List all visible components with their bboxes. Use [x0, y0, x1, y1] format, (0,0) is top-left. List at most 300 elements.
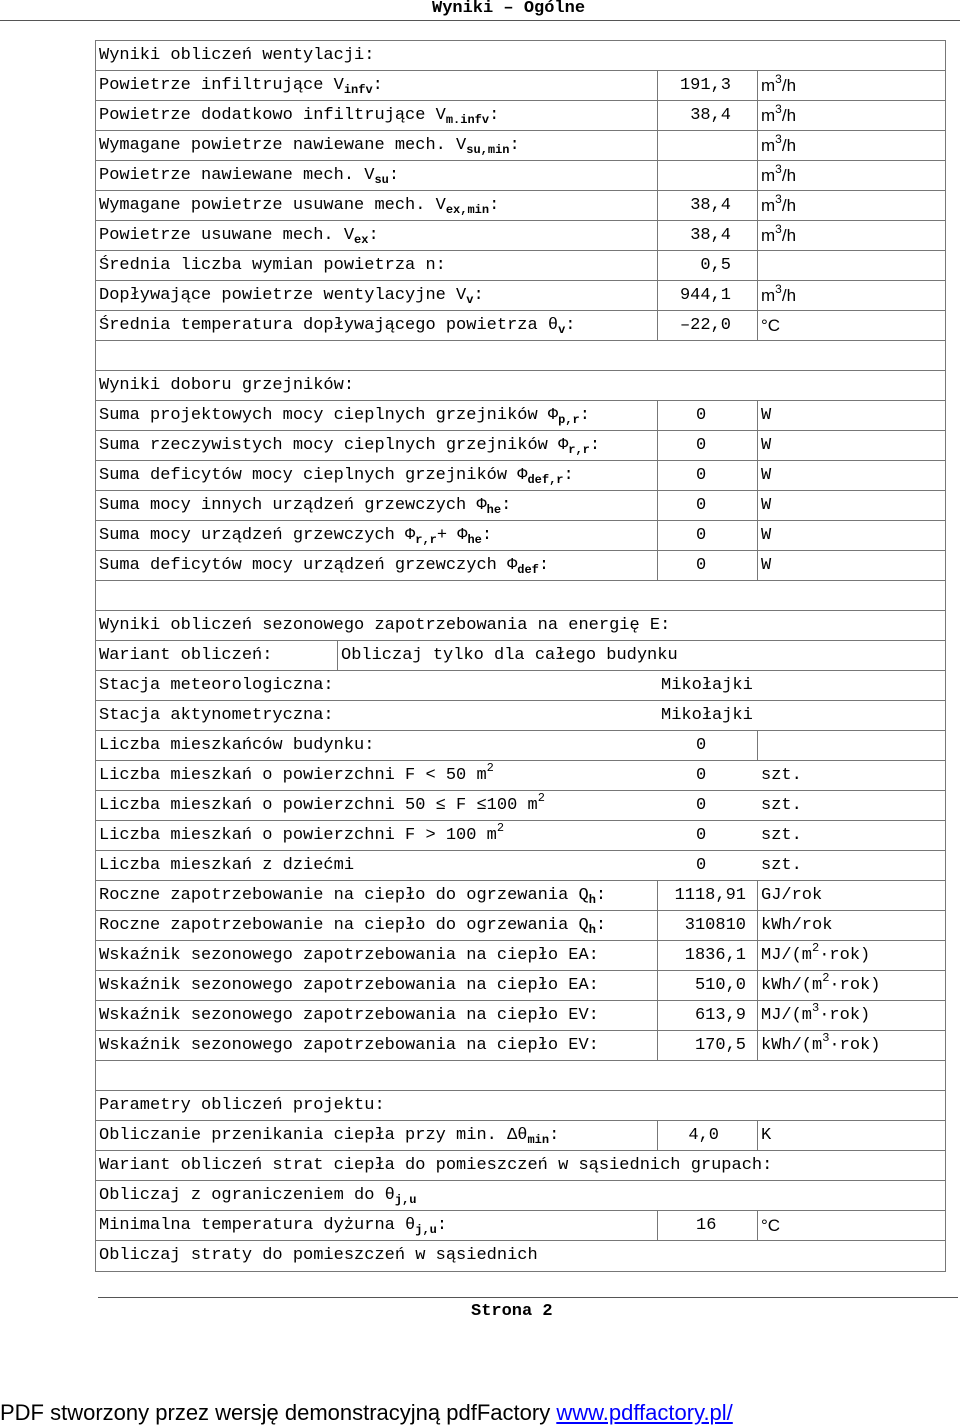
ventilation-value: [661, 71, 731, 101]
label-text: Wariant obliczeń:: [99, 646, 273, 665]
cell-divider: [657, 311, 658, 341]
unit-text: W: [761, 496, 772, 515]
value-text: 16: [696, 1216, 717, 1235]
value-text: 0: [696, 766, 707, 785]
apartments-over-100-label: [99, 821, 504, 851]
ea-index-kwh: [95, 970, 946, 1001]
unit-text: W: [761, 436, 772, 455]
ventilation-unit: [761, 281, 796, 311]
apartments-under-50: [95, 760, 946, 791]
cell-divider: [757, 251, 758, 281]
label-text: Suma rzeczywistych mocy cieplnych grzejników Φ: [99, 436, 569, 455]
unit-text: kWh/(m: [761, 1036, 823, 1055]
unit-text: szt.: [761, 856, 802, 875]
value-text: 613,9: [694, 1006, 746, 1025]
cell-divider: [757, 431, 758, 461]
label-suffix: :: [579, 406, 590, 425]
ventilation-row: [95, 70, 946, 101]
ventilation-value: [661, 161, 731, 191]
cell-divider: [757, 461, 758, 491]
ventilation-label: [99, 311, 575, 341]
ev-index-kwh: [95, 1030, 946, 1061]
spacer-row: [95, 580, 946, 611]
ventilation-row: [95, 100, 946, 131]
value-text: 38,4: [690, 196, 731, 215]
radiator-label: [99, 461, 574, 491]
unit-text: MJ/(m: [761, 1006, 813, 1025]
label-subscript: su,min: [466, 143, 510, 157]
unit-tail: /h: [781, 76, 797, 95]
unit-text: kWh/rok: [761, 916, 833, 935]
page-title: Wyniki – Ogólne: [432, 0, 586, 18]
cell-divider: [757, 311, 758, 341]
radiator-row: [95, 550, 946, 581]
results-table: [95, 40, 945, 1272]
unit-superscript: 3: [822, 1031, 830, 1045]
radiator-row: [95, 490, 946, 521]
page-header: [0, 0, 960, 21]
unit-text: m: [761, 76, 776, 95]
cell-divider: [757, 731, 758, 761]
section-title-parametry: [95, 1090, 946, 1121]
value-text: 0: [696, 496, 707, 515]
ea-index-mj-value: [661, 941, 746, 971]
cell-divider: [657, 131, 658, 161]
label-text: Wskaźnik sezonowego zapotrzebowania na ciepło EA:: [99, 976, 599, 995]
cell-divider: [657, 941, 658, 971]
ventilation-unit: [761, 311, 780, 341]
section-title-wentylacja: [95, 40, 946, 71]
unit-text: szt.: [761, 766, 802, 785]
ventilation-value: [661, 311, 731, 341]
value-text: 191,3: [679, 76, 731, 95]
label-subscript: he: [486, 503, 502, 517]
cell-divider: [757, 971, 758, 1001]
label-suffix: :: [563, 466, 574, 485]
cell-divider: [757, 101, 758, 131]
cell-divider: [657, 1211, 658, 1241]
unit-text: m: [761, 166, 776, 185]
cell-divider: [657, 491, 658, 521]
radiator-row: [95, 460, 946, 491]
cell-divider: [657, 551, 658, 581]
label-subscript: p,r: [558, 413, 580, 427]
cell-divider: [757, 1211, 758, 1241]
cell-divider: [657, 431, 658, 461]
radiator-value: [696, 551, 706, 581]
meteo-station-label: [99, 671, 334, 701]
apartments-over-100: [95, 820, 946, 851]
label-text: Liczba mieszkań o powierzchni F > 100 m: [99, 826, 497, 845]
ev-index-kwh-value: [661, 1031, 746, 1061]
cell-divider: [757, 131, 758, 161]
annual-demand-gj-label: Roczne zapotrzebowanie na ciepło do ogrzewania $Q_h$:: [99, 886, 607, 907]
label-subscript: def,r: [527, 473, 564, 487]
label-suffix: :: [509, 136, 520, 155]
ventilation-row: [95, 280, 946, 311]
radiator-label: [99, 551, 549, 581]
cell-divider: [657, 251, 658, 281]
annual-demand-gj: [95, 880, 946, 911]
value-text: 1118,91: [674, 886, 746, 905]
ventilation-label: [99, 101, 499, 131]
pdf-watermark-text: PDF stworzony przez wersję demonstracyjną pdfFactory: [0, 1400, 557, 1425]
unit-text: W: [761, 466, 772, 485]
unit-text: W: [761, 556, 772, 575]
label-subscript: j,u: [415, 1223, 437, 1237]
label-subscript: ex,min: [445, 203, 490, 217]
label-subscript: ex: [354, 233, 369, 247]
value-text: 0,5: [700, 256, 731, 275]
value-text: 0: [696, 436, 707, 455]
value-text: 0: [696, 406, 707, 425]
ventilation-value: [661, 251, 731, 281]
cell-divider: [757, 491, 758, 521]
actinometric-station-label: [99, 701, 334, 731]
value-text: Mikołajki: [661, 706, 753, 725]
pdf-watermark: [0, 1400, 733, 1426]
label-subscript: def: [517, 563, 539, 577]
section-title-energia: [95, 610, 946, 641]
radiator-unit: [761, 401, 771, 431]
unit-tail: ·rok): [829, 976, 881, 995]
cell-divider: [657, 71, 658, 101]
unit-text: W: [761, 526, 772, 545]
label-suffix: :: [368, 226, 379, 245]
ventilation-unit: [761, 101, 796, 131]
pdf-factory-link[interactable]: www.pdffactory.pl/: [556, 1400, 733, 1425]
label-suffix: :: [388, 166, 400, 185]
min-transmission-label: Obliczanie przenikania ciepła przy min. $\Delta\theta_{min}$:: [99, 1126, 560, 1147]
cell-divider: [657, 911, 658, 941]
min-duty-temp-unit: [761, 1211, 780, 1241]
min-transmission-value: [661, 1121, 719, 1151]
label-text: Stacja aktynometryczna:: [99, 706, 334, 725]
radiator-row: [95, 520, 946, 551]
unit-text: MJ/(m: [761, 946, 813, 965]
cell-divider: [657, 971, 658, 1001]
cell-divider: [757, 281, 758, 311]
ea-index-mj-label: [99, 941, 599, 971]
label-suffix: :: [481, 526, 493, 545]
label-subscript: v: [558, 323, 566, 337]
label-subscript: infv: [343, 83, 373, 97]
label-subscript: v: [466, 293, 474, 307]
annual-demand-gj-value: [661, 881, 746, 911]
adjacent-losses-label: [99, 1241, 538, 1271]
apartments-50-100-unit: [761, 791, 802, 821]
label-text: Wymagane powietrze nawiewane mech. V: [99, 136, 467, 155]
radiator-row: [95, 430, 946, 461]
label-text: F: [445, 796, 477, 815]
ev-index-mj-label: [99, 1001, 599, 1031]
label-text: Suma projektowych mocy cieplnych grzejników Φ: [99, 406, 559, 425]
ev-index-mj-unit: [761, 1001, 870, 1031]
value-text: 4,0: [688, 1126, 719, 1145]
label-text: 100 m: [486, 796, 538, 815]
ev-index-mj-value: [661, 1001, 746, 1031]
unit-tail: /h: [781, 226, 797, 245]
le-symbol: ≤: [435, 796, 446, 815]
apartments-under-50-unit: [761, 761, 802, 791]
unit-superscript: 2: [812, 941, 820, 955]
residents-count: [95, 730, 946, 761]
label-suffix: :: [589, 436, 601, 455]
annual-demand-kwh-unit: [761, 911, 832, 941]
cell-divider: [757, 401, 758, 431]
ventilation-row: [95, 220, 946, 251]
value-text: 38,4: [690, 106, 731, 125]
label-subscript: r,r: [415, 533, 437, 547]
ventilation-label: [99, 251, 446, 281]
cell-divider: [757, 911, 758, 941]
radiator-value: [696, 461, 706, 491]
ventilation-value: [661, 191, 731, 221]
ventilation-unit: [761, 191, 796, 221]
value-text: 0: [696, 466, 707, 485]
cell-divider: [757, 521, 758, 551]
radiator-label: [99, 521, 492, 551]
unit-superscript: 3: [812, 1001, 820, 1015]
actinometric-station-row: [95, 700, 946, 731]
label-mid: + Φ: [436, 526, 468, 545]
ventilation-value: [661, 131, 731, 161]
calc-variant-label: [99, 641, 272, 671]
ventilation-unit: [761, 221, 796, 251]
value-text: 310810: [684, 916, 746, 935]
radiator-label: [99, 491, 511, 521]
ventilation-label: [99, 221, 379, 251]
ea-index-kwh-unit: [761, 971, 880, 1001]
unit-text: m: [761, 286, 776, 305]
cell-divider: [757, 71, 758, 101]
min-transmission-unit: [761, 1121, 771, 1151]
residents-count-value: [696, 731, 706, 761]
value-text: Obliczaj tylko dla całego budynku: [341, 646, 678, 665]
label-subscript: min: [527, 1133, 550, 1147]
radiator-value: [696, 491, 706, 521]
unit-text: °C: [761, 1216, 781, 1235]
label-subscript: he: [467, 533, 482, 547]
label-subscript: h: [588, 893, 596, 907]
cell-divider: [757, 1031, 758, 1061]
apartments-with-children-unit: [761, 851, 802, 881]
min-duty-temp-value: [696, 1211, 716, 1241]
value-text: 38,4: [690, 226, 731, 245]
value-text: 0: [696, 526, 707, 545]
section-title-text: Wyniki obliczeń wentylacji:: [99, 46, 375, 65]
unit-superscript: 3: [775, 162, 782, 176]
spacer-row: [95, 1060, 946, 1091]
label-superscript: 2: [496, 821, 505, 835]
unit-tail: /h: [781, 106, 797, 125]
limit-theta-row: [95, 1180, 946, 1211]
cell-divider: [657, 1031, 658, 1061]
radiator-label: [99, 401, 590, 431]
ventilation-row: [95, 250, 946, 281]
section-title: [99, 1091, 385, 1121]
unit-tail: ·rok): [819, 1006, 871, 1025]
value-text: 0: [696, 736, 707, 755]
unit-superscript: 3: [775, 222, 782, 236]
label-text: Wymagane powietrze usuwane mech. V: [99, 196, 446, 215]
radiator-unit: [761, 551, 771, 581]
cell-divider: [337, 641, 338, 671]
label-text: Obliczanie przenikania ciepła przy min. Δθ: [99, 1126, 528, 1145]
section-title-grzejniki: [95, 370, 946, 401]
ventilation-unit: [761, 131, 796, 161]
apartments-50-100-label: [99, 791, 545, 821]
apartments-with-children-label: [99, 851, 354, 881]
label-text: Liczba mieszkań o powierzchni F < 50 m: [99, 766, 487, 785]
unit-text: szt.: [761, 796, 802, 815]
ventilation-label: [99, 281, 484, 311]
calc-variant-value: [341, 641, 678, 671]
label-suffix: :: [538, 556, 550, 575]
label-text: Stacja meteorologiczna:: [99, 676, 334, 695]
unit-text: szt.: [761, 826, 802, 845]
radiator-row: [95, 400, 946, 431]
unit-superscript: 3: [775, 102, 782, 116]
cell-divider: [757, 551, 758, 581]
radiator-unit: [761, 521, 771, 551]
ventilation-row: [95, 190, 946, 221]
ventilation-unit: [761, 161, 796, 191]
le-symbol: ≤: [476, 796, 487, 815]
label-text: Obliczaj straty do pomieszczeń w sąsiednich: [99, 1246, 538, 1265]
apartments-over-100-value: [696, 821, 706, 851]
label-suffix: :: [489, 196, 500, 215]
unit-text: °C: [761, 316, 781, 335]
label-subscript: j,u: [394, 1193, 417, 1207]
radiator-unit: [761, 461, 771, 491]
apartments-with-children-value: [696, 851, 706, 881]
unit-tail: ·rok): [819, 946, 871, 965]
label-text: Suma mocy innych urządzeń grzewczych Φ: [99, 496, 487, 515]
ventilation-row: [95, 310, 946, 341]
adjacent-groups-variant-row: [95, 1150, 946, 1181]
cell-divider: [657, 281, 658, 311]
unit-superscript: 3: [775, 132, 782, 146]
label-text: Powietrze dodatkowo infiltrujące V: [99, 106, 446, 125]
unit-text: kWh/(m: [761, 976, 823, 995]
value-text: 0: [696, 856, 707, 875]
ventilation-unit: [761, 71, 796, 101]
label-suffix: :: [372, 76, 383, 95]
ventilation-value: [661, 221, 731, 251]
min-duty-temp-row: [95, 1210, 946, 1241]
ventilation-label: [99, 131, 520, 161]
cell-divider: [657, 521, 658, 551]
min-transmission-row: [95, 1120, 946, 1151]
apartments-over-100-unit: [761, 821, 802, 851]
apartments-50-100: [95, 790, 946, 821]
cell-divider: [657, 101, 658, 131]
cell-divider: [657, 161, 658, 191]
label-text: Liczba mieszkań o powierzchni 50: [99, 796, 436, 815]
ea-index-mj-unit: [761, 941, 870, 971]
cell-divider: [657, 401, 658, 431]
adjacent-groups-variant-label: [99, 1151, 772, 1181]
value-text: 1836,1: [684, 946, 746, 965]
label-text: Dopływające powietrze wentylacyjne V: [99, 286, 467, 305]
cell-divider: [757, 941, 758, 971]
residents-count-label: [99, 731, 374, 761]
annual-demand-kwh-label: Roczne zapotrzebowanie na ciepło do ogrzewania $Q_h$:: [99, 916, 607, 937]
label-subscript: r,r: [568, 443, 590, 457]
label-text: Liczba mieszkańców budynku:: [99, 736, 375, 755]
cell-divider: [657, 191, 658, 221]
radiator-value: [696, 401, 706, 431]
meteo-station-value: [661, 671, 753, 701]
label-text: Obliczaj z ograniczeniem do θ: [99, 1186, 395, 1205]
cell-divider: [657, 461, 658, 491]
label-text: Powietrze usuwane mech. V: [99, 226, 355, 245]
cell-divider: [657, 221, 658, 251]
unit-superscript: 2: [822, 971, 830, 985]
label-suffix: :: [489, 106, 500, 125]
label-text: Powietrze nawiewane mech. V: [99, 166, 375, 185]
radiator-unit: [761, 491, 771, 521]
unit-tail: /h: [781, 286, 797, 305]
value-text: 0: [696, 796, 707, 815]
value-text: 510,0: [694, 976, 746, 995]
value-text: 0: [696, 556, 707, 575]
limit-theta-label: [99, 1181, 416, 1211]
unit-tail: ·rok): [829, 1036, 881, 1055]
label-text: Średnia temperatura dopływającego powietrza θ: [99, 316, 559, 335]
ev-index-kwh-unit: [761, 1031, 880, 1061]
apartments-under-50-label: [99, 761, 494, 791]
calc-variant-row: [95, 640, 946, 671]
unit-text: m: [761, 226, 776, 245]
cell-divider: [757, 221, 758, 251]
apartments-under-50-value: [696, 761, 706, 791]
label-subscript: m.infv: [445, 113, 490, 127]
value-text: 170,5: [694, 1036, 746, 1055]
annual-demand-kwh-value: [661, 911, 746, 941]
apartments-50-100-value: [696, 791, 706, 821]
section-title-text: Parametry obliczeń projektu:: [99, 1096, 385, 1115]
cell-divider: [657, 881, 658, 911]
label-subscript: h: [588, 923, 596, 937]
ea-index-mj: [95, 940, 946, 971]
label-text: Roczne zapotrzebowanie na ciepło do ogrzewania Q: [99, 886, 589, 905]
cell-divider: [757, 1121, 758, 1151]
unit-superscript: 3: [775, 72, 782, 86]
section-title: [99, 611, 670, 641]
label-suffix: :: [501, 496, 512, 515]
unit-superscript: 3: [775, 192, 782, 206]
ventilation-label: [99, 161, 399, 191]
unit-superscript: 3: [775, 282, 782, 296]
label-text: Powietrze infiltrujące V: [99, 76, 344, 95]
label-subscript: su: [374, 173, 389, 187]
meteo-station-row: [95, 670, 946, 701]
ea-index-kwh-value: [661, 971, 746, 1001]
section-title: [99, 41, 374, 71]
label-suffix: :: [565, 316, 576, 335]
radiator-value: [696, 431, 706, 461]
ventilation-row: [95, 160, 946, 191]
ventilation-label: [99, 71, 383, 101]
ventilation-value: [661, 101, 731, 131]
value-text: –22,0: [679, 316, 731, 335]
label-text: Roczne zapotrzebowanie na ciepło do ogrzewania Q: [99, 916, 589, 935]
value-text: 0: [696, 826, 707, 845]
label-text: Wskaźnik sezonowego zapotrzebowania na ciepło EV:: [99, 1036, 599, 1055]
unit-tail: /h: [781, 166, 797, 185]
